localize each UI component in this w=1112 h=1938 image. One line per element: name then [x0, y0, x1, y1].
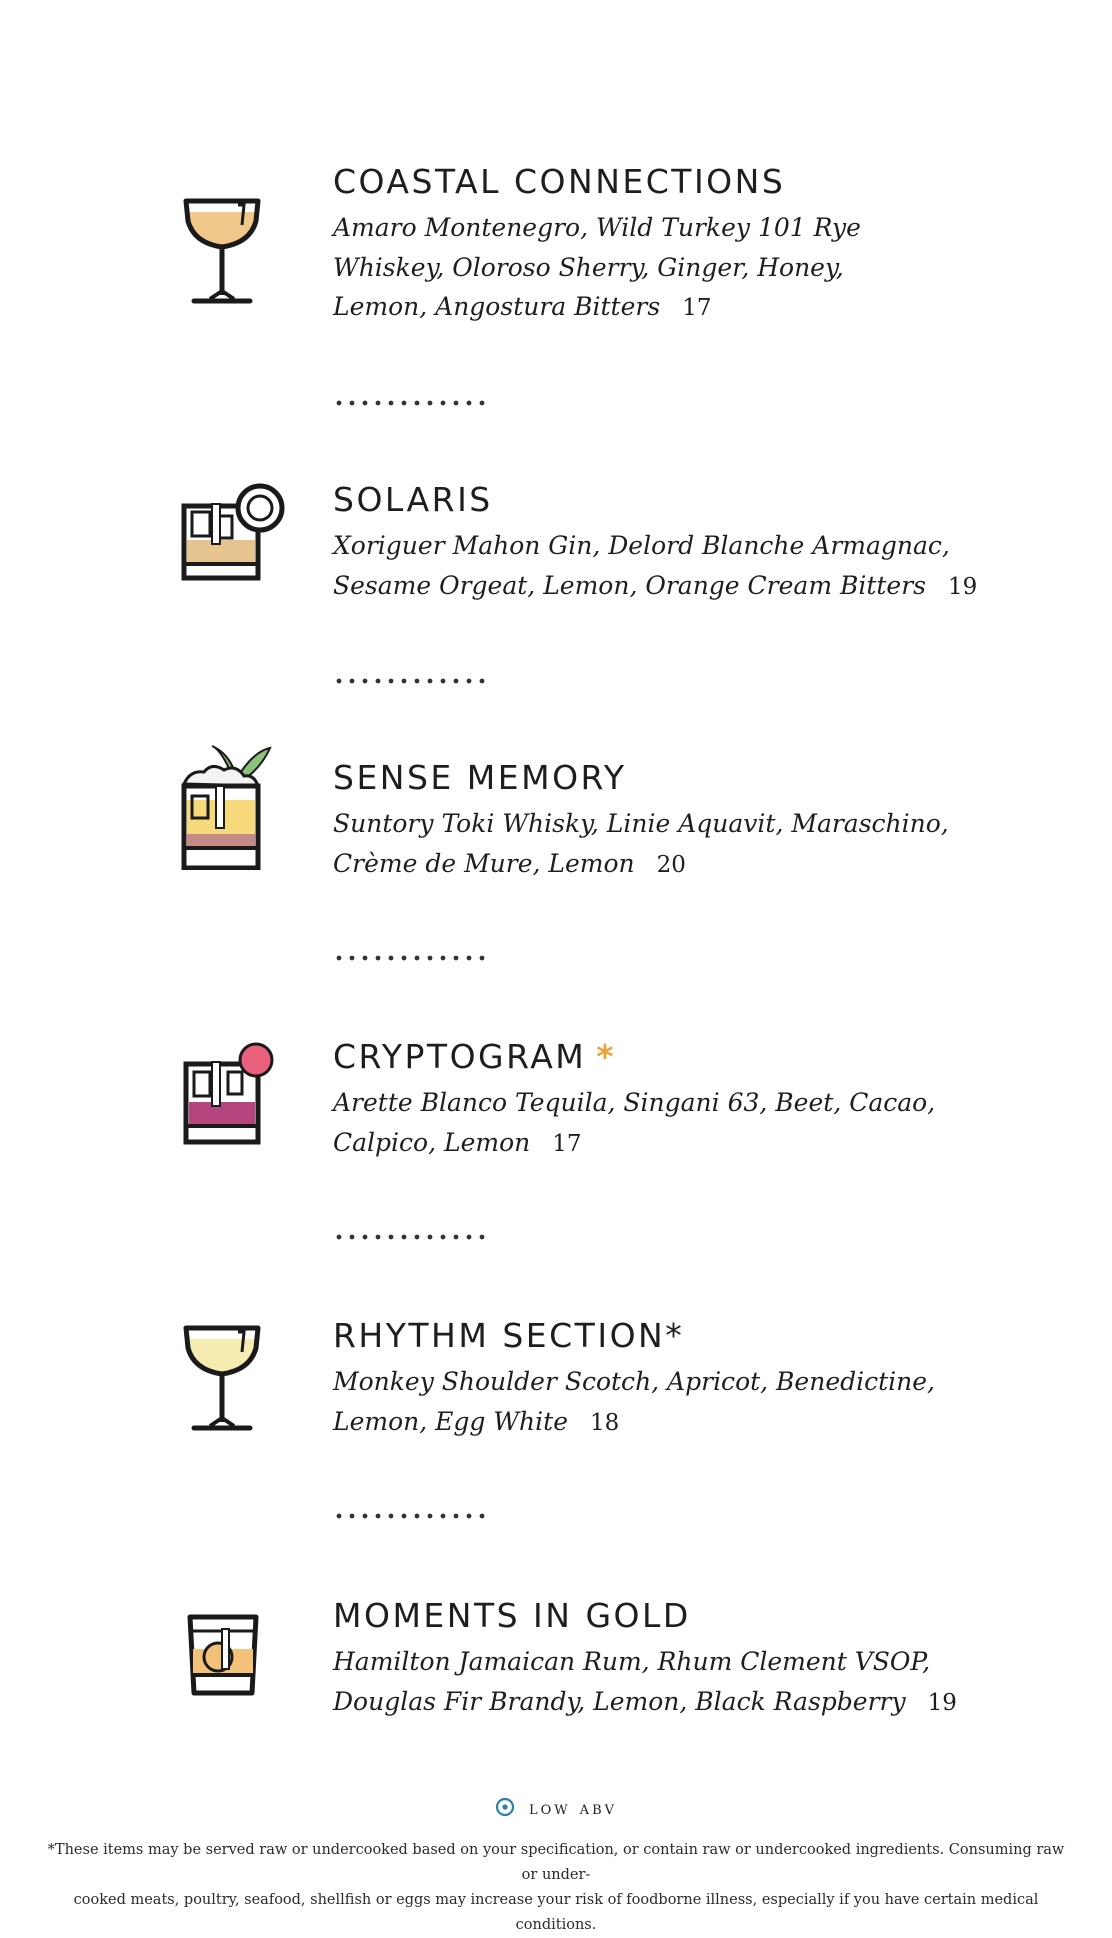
legend-label: low abv [528, 1797, 618, 1819]
low-abv-icon [495, 1797, 515, 1822]
disclaimer [40, 1838, 1072, 1938]
legend [0, 1797, 1112, 1822]
old-fashioned-glass-icon [172, 1605, 292, 1735]
low-abv-star: * [596, 1037, 617, 1076]
item-name: CRYPTOGRAM * [333, 1037, 617, 1076]
item-price: 19 [948, 573, 978, 600]
item-description: Amaro Montenegro, Wild Turkey 101 Rye Whiskey, Oloroso Sherry, Ginger, Honey, Lemon, Angostura Bitters 17 [333, 213, 861, 321]
rocks-glass-lemon-wheel-icon [172, 478, 292, 608]
item-description: Xoriguer Mahon Gin, Delord Blanche Armagnac, Sesame Orgeat, Lemon, Orange Cream Bitters 19 [333, 531, 978, 600]
item-price: 18 [590, 1409, 620, 1436]
item-name: SENSE MEMORY [333, 758, 627, 797]
rocks-glass-flower-icon [172, 1040, 292, 1170]
item-name: MOMENTS IN GOLD [333, 1596, 691, 1635]
crushed-ice-glass-mint-icon [172, 740, 292, 870]
item-description: Monkey Shoulder Scotch, Apricot, Benedictine, Lemon, Egg White 18 [333, 1367, 936, 1436]
dotted-divider [336, 1232, 486, 1242]
coupe-glass-icon [172, 195, 292, 325]
item-price: 20 [656, 851, 686, 878]
item-price: 17 [552, 1130, 582, 1157]
item-name: COASTAL CONNECTIONS [333, 162, 786, 201]
item-description: Suntory Toki Whisky, Linie Aquavit, Maraschino, Crème de Mure, Lemon 20 [333, 809, 949, 878]
disclaimer-line: cooked meats, poultry, seafood, shellfish or eggs may increase your risk of foodborne illness, especially if you have certain medical conditions. [73, 1892, 1039, 1933]
item-price: 19 [927, 1689, 957, 1716]
item-price: 17 [682, 295, 712, 321]
item-name: RHYTHM SECTION* [333, 1316, 685, 1355]
coupe-glass-icon [172, 1322, 292, 1452]
dotted-divider [336, 398, 486, 408]
disclaimer-line: *These items may be served raw or undercooked based on your specification, or contain raw or undercooked ingredients. Consuming raw or under- [47, 1842, 1065, 1883]
dotted-divider [336, 676, 486, 686]
item-description: Hamilton Jamaican Rum, Rhum Clement VSOP, Douglas Fir Brandy, Lemon, Black Raspberry 19 [333, 1647, 957, 1716]
item-description: Arette Blanco Tequila, Singani 63, Beet, Cacao, Calpico, Lemon 17 [333, 1088, 936, 1157]
dotted-divider [336, 953, 486, 963]
item-name: SOLARIS [333, 480, 493, 519]
dotted-divider [336, 1511, 486, 1521]
